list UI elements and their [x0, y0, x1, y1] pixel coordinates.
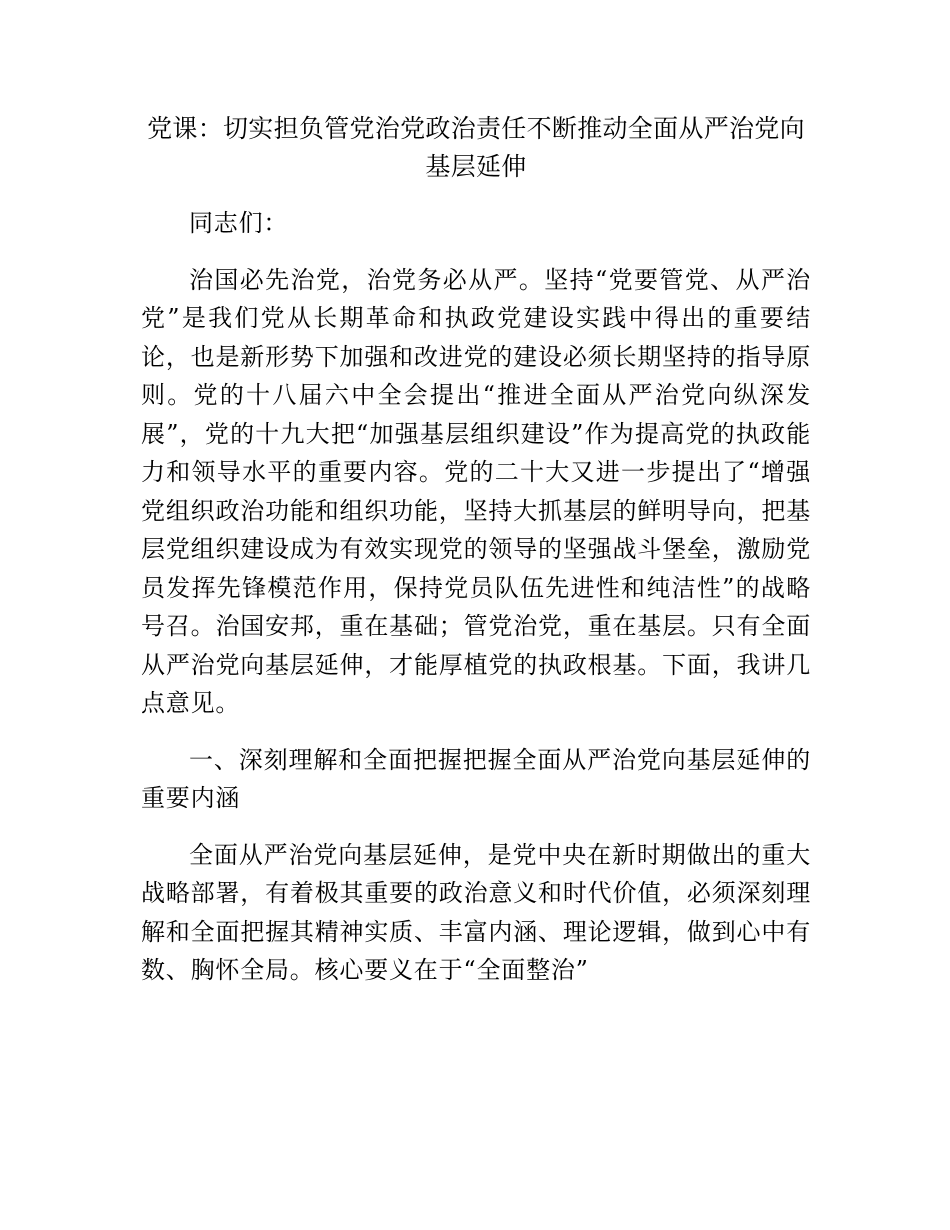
intro-paragraph: 治国必先治党，治党务必从严。坚持“党要管党、从严治党”是我们党从长期革命和执政党建设实践中得出的重要结论，也是新形势下加强和改进党的建设必须长期坚持的指导原则。党的十八届六中全会提出“推进全面从严治党向纵深发展”，党的十九大把“加强基层组织建设”作为提高党的执政能力和领导水平的重要内容。党的二十大又进一步提出了“增强党组织政治功能和组织功能，坚持大抓基层的鲜明导向，把基层党组织建设成为有效实现党的领导的坚强战斗堡垒，激励党员发挥先锋模范作用，保持党员队伍先进性和纯洁性”的战略号召。治国安邦，重在基础；管党治党，重在基层。只有全面从严治党向基层延伸，才能厚植党的执政根基。下面，我讲几点意见。	[141, 265, 811, 717]
salutation: 同志们：	[189, 209, 289, 237]
section-paragraph: 全面从严治党向基层延伸，是党中央在新时期做出的重大战略部署，有着极其重要的政治意义和时代价值，必须深刻理解和全面把握其精神实质、丰富内涵、理论逻辑，做到心中有数、胸怀全局。核心要义在于“全面整治”	[141, 840, 811, 984]
section-heading: 一、深刻理解和全面把握把握全面从严治党向基层延伸的重要内涵	[141, 745, 811, 812]
document-title: 党课：切实担负管党治党政治责任不断推动全面从严治党向基层延伸	[147, 114, 805, 181]
document-page	[141, 110, 811, 990]
